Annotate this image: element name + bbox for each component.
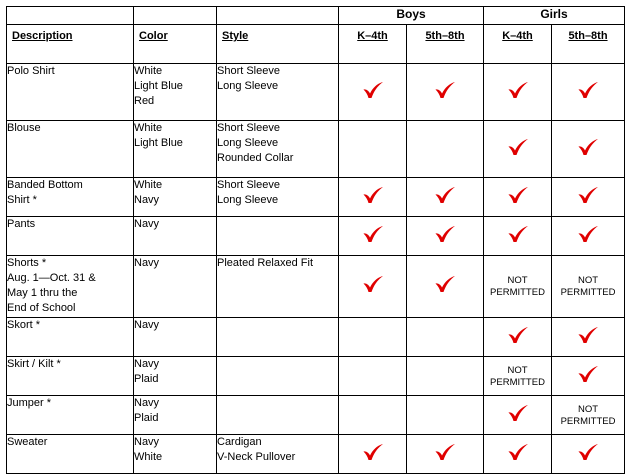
style-cell xyxy=(217,435,339,474)
checkmark-icon xyxy=(434,443,456,461)
color-cell xyxy=(134,178,217,217)
description-cell xyxy=(7,121,134,178)
style-line: V-Neck Pullover xyxy=(217,451,296,463)
checkmark-icon xyxy=(577,186,599,204)
girls-58-cell xyxy=(552,396,625,435)
style-line: Long Sleeve xyxy=(217,194,279,206)
color-line: Red xyxy=(134,95,155,107)
description-line: End of School xyxy=(7,302,76,314)
color-line: White xyxy=(134,451,163,463)
style-cell xyxy=(217,357,339,396)
table-row xyxy=(7,256,625,318)
boys-k4-cell xyxy=(339,256,407,318)
color-cell xyxy=(134,217,217,256)
boys-58-cell xyxy=(407,64,484,121)
girls-group-header: Girls xyxy=(484,7,625,25)
not-permitted-label xyxy=(490,365,545,389)
checkmark-icon xyxy=(577,225,599,243)
boys-k4-cell xyxy=(339,121,407,178)
description-line: Pants xyxy=(7,218,36,230)
description-cell xyxy=(7,217,134,256)
description-cell xyxy=(7,256,134,318)
description-line: Aug. 1—Oct. 31 & xyxy=(7,272,96,284)
color-line: Light Blue xyxy=(134,80,183,92)
blank-header-cell xyxy=(134,7,217,25)
checkmark-icon xyxy=(577,365,599,383)
table-row xyxy=(7,357,625,396)
color-cell xyxy=(134,121,217,178)
table-row xyxy=(7,217,625,256)
uniform-table xyxy=(6,6,625,474)
color-cell xyxy=(134,256,217,318)
color-line: White xyxy=(134,179,163,191)
table-row xyxy=(7,121,625,178)
color-cell xyxy=(134,435,217,474)
color-line: Plaid xyxy=(134,412,159,424)
girls-58-cell xyxy=(552,217,625,256)
not-permitted-line: NOT xyxy=(577,403,599,415)
table-row xyxy=(7,396,625,435)
style-cell xyxy=(217,178,339,217)
table-row xyxy=(7,64,625,121)
girls-k4-cell xyxy=(484,64,552,121)
checkmark-icon xyxy=(577,138,599,156)
girls-k4-cell xyxy=(484,178,552,217)
color-cell xyxy=(134,64,217,121)
style-line: Rounded Collar xyxy=(217,152,294,164)
boys-k4-cell xyxy=(339,318,407,357)
color-line: White xyxy=(134,122,163,134)
description-line: Polo Shirt xyxy=(7,65,55,77)
table-row xyxy=(7,318,625,357)
style-cell xyxy=(217,396,339,435)
checkmark-icon xyxy=(434,81,456,99)
boys-58-cell xyxy=(407,217,484,256)
description-cell xyxy=(7,178,134,217)
group-header-row xyxy=(7,7,625,25)
boys-k4-cell xyxy=(339,435,407,474)
girls-58-column-header: 5th–8th xyxy=(552,25,625,64)
girls-k4-cell xyxy=(484,318,552,357)
description-cell xyxy=(7,435,134,474)
color-line: Navy xyxy=(134,397,160,409)
description-line: May 1 thru the xyxy=(7,287,78,299)
girls-k4-cell xyxy=(484,357,552,396)
girls-k4-cell xyxy=(484,121,552,178)
checkmark-icon xyxy=(362,186,384,204)
color-line: Light Blue xyxy=(134,137,183,149)
description-line: Skirt / Kilt * xyxy=(7,358,61,370)
checkmark-icon xyxy=(577,443,599,461)
color-line: Navy xyxy=(134,257,160,269)
not-permitted-line: PERMITTED xyxy=(490,287,545,298)
boys-58-column-header: 5th–8th xyxy=(407,25,484,64)
boys-58-cell xyxy=(407,396,484,435)
blank-header-cell xyxy=(217,7,339,25)
checkmark-icon xyxy=(434,186,456,204)
checkmark-icon xyxy=(507,404,529,422)
boys-k4-cell xyxy=(339,64,407,121)
not-permitted-line: PERMITTED xyxy=(560,415,616,427)
checkmark-icon xyxy=(362,225,384,243)
boys-k4-cell xyxy=(339,217,407,256)
color-line: Navy xyxy=(134,319,160,331)
boys-58-cell xyxy=(407,435,484,474)
style-line: Cardigan xyxy=(217,436,262,448)
style-line: Long Sleeve xyxy=(217,137,279,149)
not-permitted-line: NOT xyxy=(507,275,528,286)
not-permitted-line: NOT xyxy=(577,275,599,286)
color-cell xyxy=(134,396,217,435)
style-line: Pleated Relaxed Fit xyxy=(217,257,313,269)
color-cell xyxy=(134,318,217,357)
checkmark-icon xyxy=(362,443,384,461)
style-line: Short Sleeve xyxy=(217,122,280,134)
description-line: Skort * xyxy=(7,319,41,331)
color-cell xyxy=(134,357,217,396)
checkmark-icon xyxy=(362,275,384,293)
description-line: Jumper * xyxy=(7,397,52,409)
style-column-header: Style xyxy=(217,25,339,64)
girls-k4-column-header: K–4th xyxy=(484,25,552,64)
checkmark-icon xyxy=(507,138,529,156)
description-cell xyxy=(7,64,134,121)
girls-58-cell xyxy=(552,64,625,121)
color-line: Navy xyxy=(134,358,160,370)
description-line: Shirt * xyxy=(7,194,37,206)
not-permitted-label xyxy=(490,275,545,299)
description-cell xyxy=(7,396,134,435)
girls-58-cell xyxy=(552,256,625,318)
color-line: Plaid xyxy=(134,373,159,385)
girls-58-cell xyxy=(552,178,625,217)
checkmark-icon xyxy=(577,326,599,344)
checkmark-icon xyxy=(507,225,529,243)
table-row xyxy=(7,178,625,217)
girls-k4-cell xyxy=(484,217,552,256)
girls-58-cell xyxy=(552,318,625,357)
boys-58-cell xyxy=(407,256,484,318)
boys-58-cell xyxy=(407,121,484,178)
style-cell xyxy=(217,217,339,256)
color-column-header: Color xyxy=(134,25,217,64)
style-line: Long Sleeve xyxy=(217,80,279,92)
not-permitted-label xyxy=(561,404,616,428)
style-cell xyxy=(217,121,339,178)
description-line: Sweater xyxy=(7,436,48,448)
checkmark-icon xyxy=(507,81,529,99)
checkmark-icon xyxy=(507,326,529,344)
uniform-table-container xyxy=(6,6,624,474)
column-header-row xyxy=(7,25,625,64)
not-permitted-line: NOT xyxy=(507,364,528,376)
color-line: Navy xyxy=(134,436,160,448)
boys-group-header: Boys xyxy=(339,7,484,25)
style-line: Short Sleeve xyxy=(217,65,280,77)
table-row xyxy=(7,435,625,474)
boys-58-cell xyxy=(407,318,484,357)
checkmark-icon xyxy=(507,186,529,204)
boys-k4-cell xyxy=(339,396,407,435)
not-permitted-label xyxy=(561,275,616,299)
description-line: Banded Bottom xyxy=(7,179,83,191)
girls-k4-cell xyxy=(484,396,552,435)
boys-k4-cell xyxy=(339,357,407,396)
blank-header-cell xyxy=(7,7,134,25)
description-cell xyxy=(7,357,134,396)
checkmark-icon xyxy=(577,81,599,99)
description-column-header: Description xyxy=(7,25,134,64)
not-permitted-line: PERMITTED xyxy=(560,287,616,298)
description-line: Shorts * xyxy=(7,257,47,269)
boys-k4-column-header: K–4th xyxy=(339,25,407,64)
style-line: Short Sleeve xyxy=(217,179,280,191)
color-line: White xyxy=(134,65,163,77)
style-cell xyxy=(217,256,339,318)
girls-58-cell xyxy=(552,435,625,474)
girls-58-cell xyxy=(552,357,625,396)
girls-k4-cell xyxy=(484,435,552,474)
boys-k4-cell xyxy=(339,178,407,217)
style-cell xyxy=(217,318,339,357)
color-line: Navy xyxy=(134,194,160,206)
description-line: Blouse xyxy=(7,122,41,134)
not-permitted-line: PERMITTED xyxy=(490,376,545,388)
checkmark-icon xyxy=(362,81,384,99)
description-cell xyxy=(7,318,134,357)
checkmark-icon xyxy=(434,225,456,243)
table-body xyxy=(7,64,625,474)
color-line: Navy xyxy=(134,218,160,230)
checkmark-icon xyxy=(434,275,456,293)
checkmark-icon xyxy=(507,443,529,461)
girls-58-cell xyxy=(552,121,625,178)
boys-58-cell xyxy=(407,178,484,217)
style-cell xyxy=(217,64,339,121)
boys-58-cell xyxy=(407,357,484,396)
girls-k4-cell xyxy=(484,256,552,318)
